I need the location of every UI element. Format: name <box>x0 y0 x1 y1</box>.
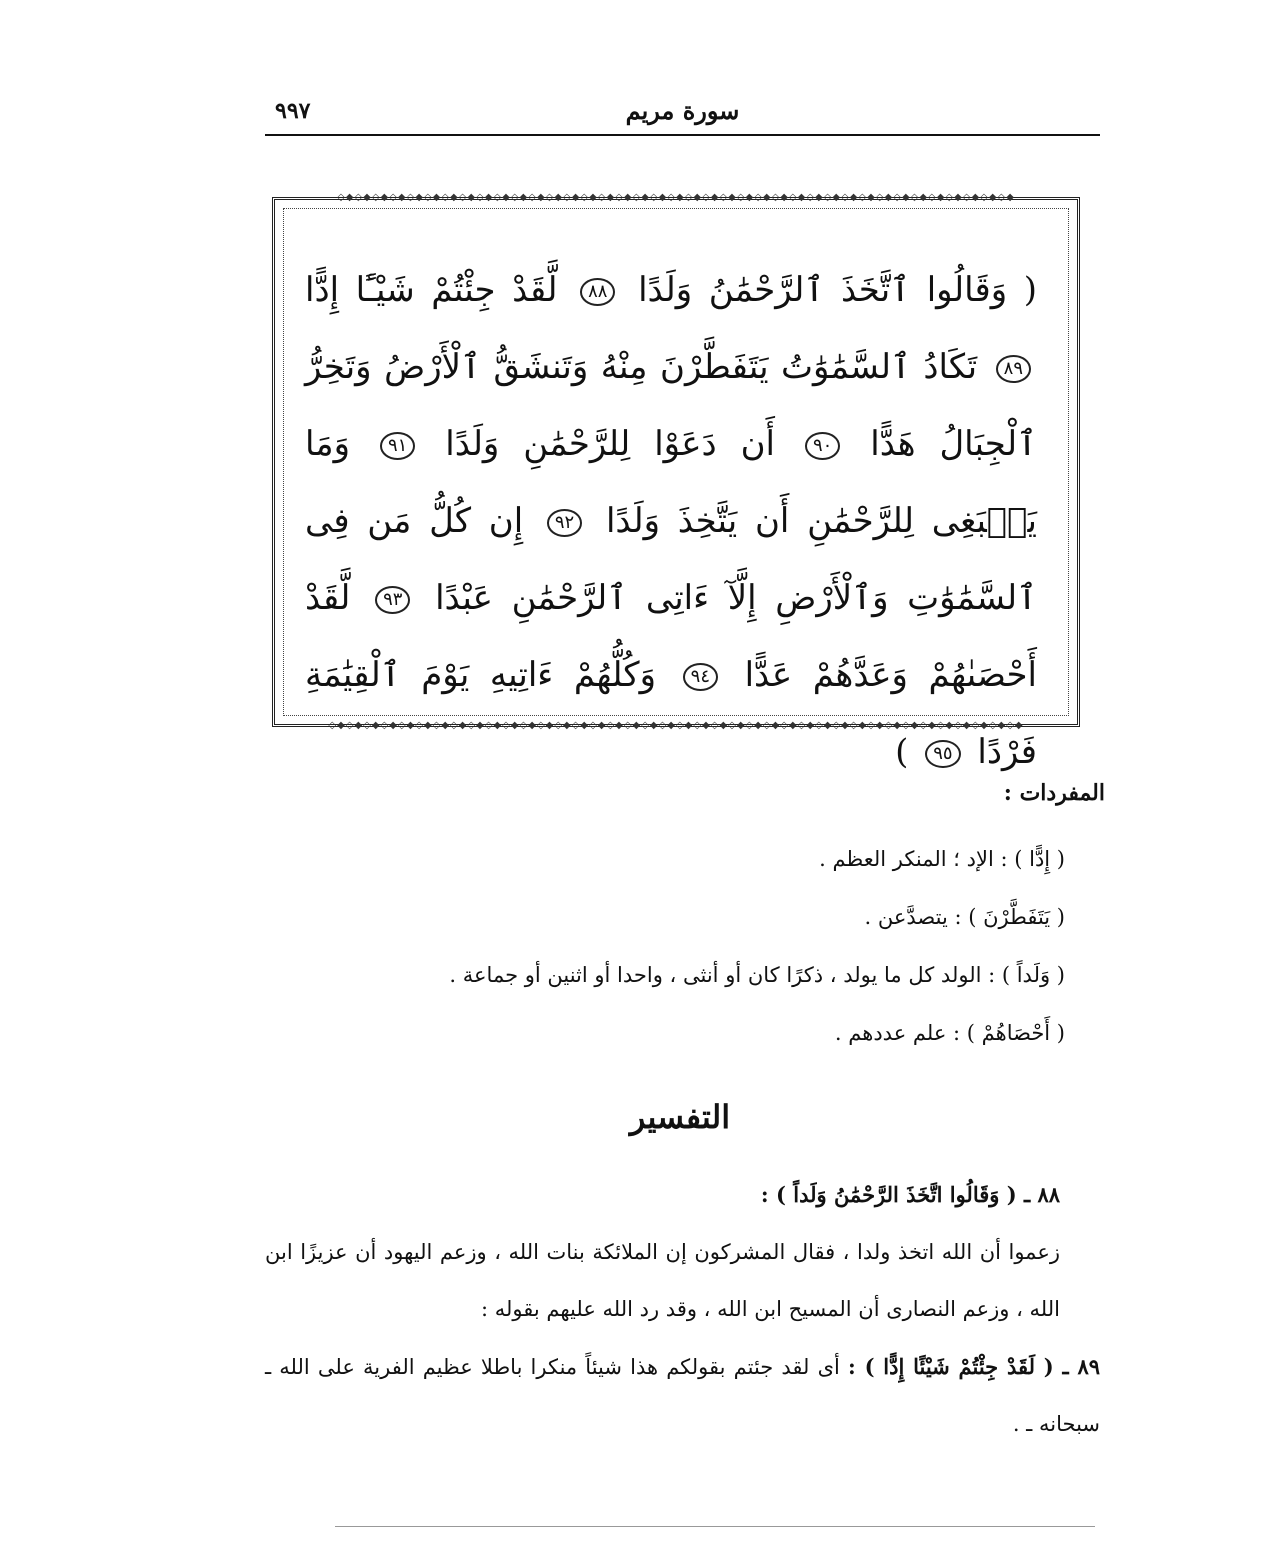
verse-94: لَّقَدْ أَحْصَىٰهُمْ وَعَدَّهُمْ عَدًّا <box>305 578 1038 695</box>
verse-89: لَّقَدْ جِئْتُمْ شَيْـًٔا إِدًّا <box>305 270 558 310</box>
verse-reference: ٨٨ ـ ( وَقَالُوا اتَّخَذَ الرَّحْمَٰنُ وَلَداً ) : <box>760 1182 1060 1207</box>
commentary-verse-88-body: زعموا أن الله اتخذ ولدا ، فقال المشركون إن الملائكة بنات الله ، وزعم اليهود أن عزيزًا ابن الله ، وزعم النصارى أن المسيح ابن الله ، وقد رد الله عليهم بقوله : <box>265 1240 1060 1321</box>
frame-ornament-bottom: ◇◆◇◆◇◆◇◆◇◆◇◆◇◆◇◆◇◆◇◆◇◆◇◆◇◆◇◆◇◆◇◆◇◆◇◆◇◆◇◆◇◆◇◆◇◆◇◆◇◆◇◆◇◆◇◆◇◆◇◆◇◆◇◆◇◆◇◆◇◆◇◆◇◆◇◆◇◆◇◆ <box>328 721 1024 731</box>
commentary-text: أى لقد جئتم بقولكم هذا شيئاً منكرا باطلا عظيم الفرية على الله ـ سبحانه ـ . <box>265 1355 1100 1436</box>
verse-reference: ٨٩ ـ ( لَقَدْ جِئْتُمْ شَيْئًا إِدًّا ) : <box>848 1354 1100 1379</box>
ayah-number-88: ٨٨ <box>580 278 615 306</box>
verse-95: وَكُلُّهُمْ ءَاتِيهِ يَوْمَ ٱلْقِيَٰمَةِ فَرْدًا <box>305 655 1037 772</box>
verse-92: وَمَا يَنۢبَغِى لِلرَّحْمَٰنِ أَن يَتَّخِذَ وَلَدًا <box>305 424 1037 541</box>
ayah-number-93: ٩٣ <box>375 586 410 614</box>
page-number: ٩٩٧ <box>275 98 311 124</box>
vocabulary-item: ( إِدًّا ) : الإد ؛ المنكر العظم . <box>819 847 1065 871</box>
verse-93: إِن كُلُّ مَن فِى ٱلسَّمَٰوَٰتِ وَٱلْأَرْضِ إِلَّآ ءَاتِى ٱلرَّحْمَٰنِ عَبْدًا <box>305 501 1038 618</box>
quran-verse-frame <box>272 193 1080 772</box>
quran-verses <box>305 252 1037 791</box>
vocabulary-item: ( يَتَفَطَّرْنَ ) : يتصدَّعن . <box>864 905 1065 929</box>
vocabulary-item: ( وَلَداً ) : الولد كل ما يولد ، ذكرًا كان أو أنثى ، واحدا أو اثنين أو جماعة . <box>449 963 1065 987</box>
commentary-verse-88-ref <box>265 1166 1100 1224</box>
ayah-number-89: ٨٩ <box>996 355 1031 383</box>
verse-closing: ) <box>895 732 909 772</box>
ayah-number-92: ٩٢ <box>547 509 582 537</box>
ayah-number-91: ٩١ <box>380 432 415 460</box>
tafsir-commentary <box>265 1166 1100 1453</box>
frame-ornament-top: ◇◆◇◆◇◆◇◆◇◆◇◆◇◆◇◆◇◆◇◆◇◆◇◆◇◆◇◆◇◆◇◆◇◆◇◆◇◆◇◆◇◆◇◆◇◆◇◆◇◆◇◆◇◆◇◆◇◆◇◆◇◆◇◆◇◆◇◆◇◆◇◆◇◆◇◆◇◆ <box>337 193 1015 203</box>
vocabulary-heading: المفردات : <box>1003 780 1105 806</box>
commentary-verse-89 <box>265 1338 1100 1453</box>
ayah-number-94: ٩٤ <box>683 663 718 691</box>
surah-title: سورة مريم <box>625 96 740 125</box>
verse-91: أَن دَعَوْا لِلرَّحْمَٰنِ وَلَدًا <box>445 424 776 464</box>
verse-90: تَكَادُ ٱلسَّمَٰوَٰتُ يَتَفَطَّرْنَ مِنْهُ وَتَنشَقُّ ٱلْأَرْضُ وَتَخِرُّ ٱلْجِبَالُ هَدًّا <box>305 347 1038 464</box>
tafsir-heading: التفسير <box>629 1098 731 1136</box>
vocabulary-list <box>280 830 1065 1062</box>
verse-opening: ( وَقَالُوا ٱتَّخَذَ ٱلرَّحْمَٰنُ وَلَدًا <box>638 270 1037 310</box>
page-header <box>265 92 1100 136</box>
footer-divider <box>335 1526 1095 1527</box>
vocabulary-item: ( أَحْصَاهُمْ ) : علم عددهم . <box>834 1021 1065 1045</box>
ayah-number-95: ٩٥ <box>925 740 960 768</box>
header-divider <box>265 134 1100 136</box>
ayah-number-90: ٩٠ <box>805 432 840 460</box>
